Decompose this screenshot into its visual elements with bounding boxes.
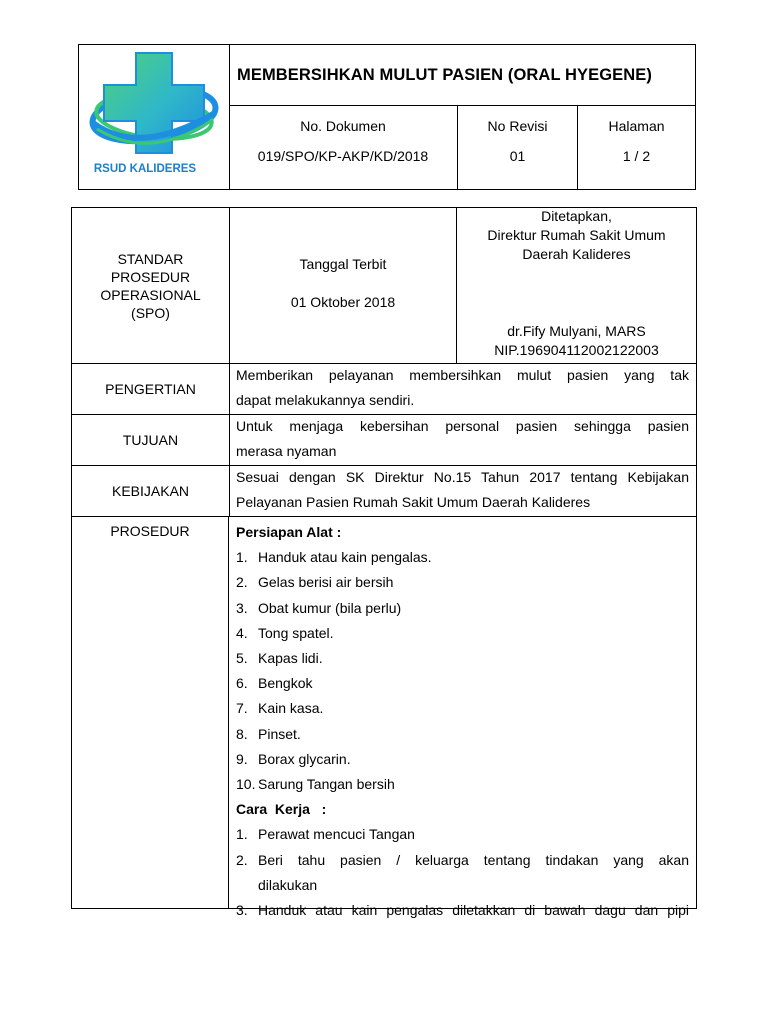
spo-label-line: (SPO) bbox=[131, 304, 170, 321]
list-number: 9. bbox=[236, 750, 248, 767]
list-number: 5. bbox=[236, 650, 248, 667]
tujuan-line: merasa nyaman bbox=[236, 443, 337, 459]
pengertian-line: Memberikan pelayanan membersihkan mulut pasien yang tak bbox=[236, 367, 689, 383]
list-item bbox=[236, 646, 689, 671]
cara-kerja-heading: Cara Kerja : bbox=[236, 801, 327, 818]
page-label: Halaman bbox=[608, 118, 665, 134]
tujuan-line: Untuk menjaga kebersihan personal pasien sehingga pasien bbox=[236, 418, 689, 434]
list-text-continuation: dilakukan bbox=[258, 876, 318, 893]
list-number: 8. bbox=[236, 725, 248, 742]
spo-label-cell bbox=[72, 208, 230, 363]
list-text: Perawat mencuci Tangan bbox=[258, 826, 415, 843]
list-text: Obat kumur (bila perlu) bbox=[258, 599, 402, 616]
spo-label-line: STANDAR bbox=[117, 250, 184, 267]
list-text: Beri tahu pasien / keluarga tentang tindakan yang akan bbox=[258, 851, 689, 868]
hospital-logo bbox=[79, 45, 229, 189]
list-text: Bengkok bbox=[258, 675, 313, 692]
document-title: MEMBERSIHKAN MULUT PASIEN (ORAL HYEGENE) bbox=[229, 45, 695, 106]
spo-label-line: OPERASIONAL bbox=[100, 286, 201, 303]
document-number-cell bbox=[229, 105, 458, 189]
approval-ditetapkan: Ditetapkan, bbox=[541, 208, 612, 224]
list-item bbox=[236, 822, 689, 847]
spo-table bbox=[71, 207, 697, 919]
list-number: 4. bbox=[236, 624, 248, 641]
page-value: 1 / 2 bbox=[622, 148, 651, 164]
list-item bbox=[236, 747, 689, 772]
pengertian-line: dapat melakukannya sendiri. bbox=[236, 392, 415, 408]
list-number: 1. bbox=[236, 826, 248, 843]
signer-name: dr.Fify Mulyani, MARS bbox=[507, 323, 646, 339]
kebijakan-line: Pelayanan Pasien Rumah Sakit Umum Daerah Kalideres bbox=[236, 494, 591, 510]
page-cell bbox=[578, 105, 695, 189]
list-number: 3. bbox=[236, 902, 248, 919]
kebijakan-line: Sesuai dengan SK Direktur No.15 Tahun 2017 tentang Kebijakan bbox=[236, 469, 689, 485]
logo-cell bbox=[79, 45, 230, 189]
revision-value: 01 bbox=[509, 148, 526, 164]
list-text: Sarung Tangan bersih bbox=[258, 776, 395, 793]
list-text: Kapas lidi. bbox=[258, 650, 323, 667]
kebijakan-label: KEBIJAKAN bbox=[72, 465, 230, 516]
kebijakan-content bbox=[230, 465, 696, 516]
list-item bbox=[236, 671, 689, 696]
list-item bbox=[236, 722, 689, 747]
list-number: 2. bbox=[236, 574, 248, 591]
list-number: 6. bbox=[236, 675, 248, 692]
spo-row bbox=[72, 208, 696, 364]
pengertian-label: PENGERTIAN bbox=[72, 363, 230, 414]
list-number: 2. bbox=[236, 851, 248, 868]
approval-cell bbox=[457, 208, 696, 363]
list-text: Pinset. bbox=[258, 725, 301, 742]
issue-date-label: Tanggal Terbit bbox=[299, 256, 387, 272]
list-item bbox=[236, 898, 689, 923]
prosedur-row bbox=[72, 516, 696, 919]
list-number: 7. bbox=[236, 700, 248, 717]
list-text: Handuk atau kain pengalas. bbox=[258, 549, 432, 566]
revision-label: No Revisi bbox=[487, 118, 548, 134]
list-item bbox=[236, 621, 689, 646]
list-number: 10. bbox=[236, 776, 256, 793]
prosedur-label: PROSEDUR bbox=[72, 516, 229, 908]
kebijakan-row bbox=[72, 465, 696, 517]
signer-nip: NIP.196904112002122003 bbox=[494, 342, 659, 358]
list-item bbox=[236, 848, 689, 898]
list-text: Tong spatel. bbox=[258, 624, 334, 641]
document-header bbox=[78, 44, 696, 190]
prosedur-content bbox=[230, 516, 696, 919]
approval-director-line1: Direktur Rumah Sakit Umum bbox=[487, 227, 666, 243]
list-text: Kain kasa. bbox=[258, 700, 324, 717]
pengertian-content bbox=[230, 363, 696, 414]
list-text: Gelas berisi air bersih bbox=[258, 574, 394, 591]
document-number-label: No. Dokumen bbox=[300, 118, 386, 134]
tujuan-label: TUJUAN bbox=[72, 414, 230, 465]
persiapan-heading: Persiapan Alat : bbox=[236, 524, 342, 540]
list-text: Borax glycarin. bbox=[258, 750, 351, 767]
list-number: 3. bbox=[236, 599, 248, 616]
list-item bbox=[236, 570, 689, 595]
revision-cell bbox=[458, 105, 578, 189]
prosedur-list bbox=[236, 520, 689, 923]
logo-text: RSUD KALIDERES bbox=[93, 163, 197, 175]
list-text: Handuk atau kain pengalas diletakkan di bawah dagu dan pipi bbox=[258, 902, 689, 919]
list-item bbox=[236, 596, 689, 621]
document-number-value: 019/SPO/KP-AKP/KD/2018 bbox=[257, 148, 429, 164]
issue-date-value: 01 Oktober 2018 bbox=[290, 294, 396, 310]
spo-label-line: PROSEDUR bbox=[110, 268, 191, 285]
issue-date-cell bbox=[230, 208, 457, 363]
approval-director-line2: Daerah Kalideres bbox=[522, 246, 631, 262]
tujuan-row bbox=[72, 414, 696, 466]
list-item bbox=[236, 696, 689, 721]
tujuan-content bbox=[230, 414, 696, 465]
list-number: 1. bbox=[236, 549, 248, 566]
list-item bbox=[236, 772, 689, 797]
list-item bbox=[236, 545, 689, 570]
pengertian-row bbox=[72, 363, 696, 415]
